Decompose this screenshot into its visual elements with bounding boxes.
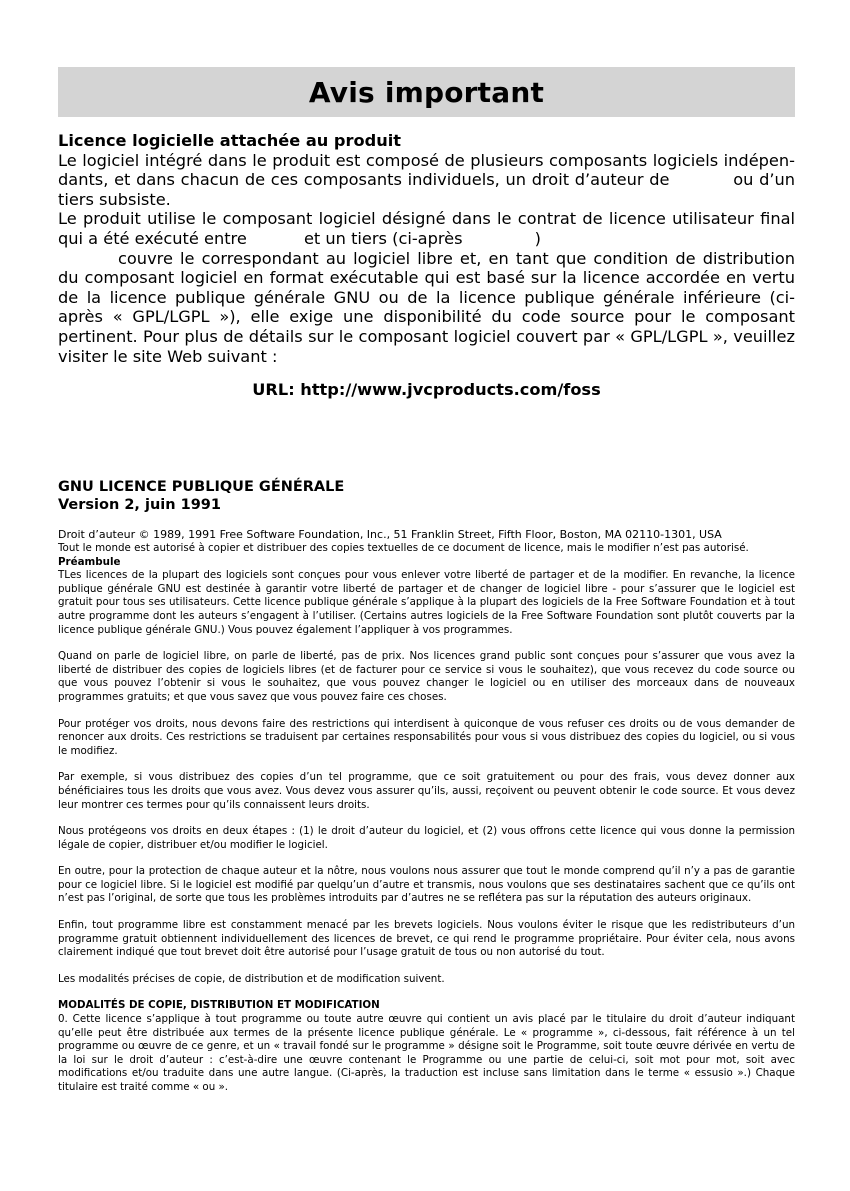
- terms-heading: MODALITÉS DE COPIE, DISTRIBUTION ET MODIFICATION: [58, 999, 380, 1012]
- gnu-title: GNU LICENCE PUBLIQUE GÉNÉRALE: [58, 479, 345, 495]
- page-title: Avis important: [308, 75, 545, 109]
- license-notice-paragraph-3: [58, 249, 795, 367]
- copyright-line: Droit d’auteur © 1989, 1991 Free Software Foundation, Inc., 51 Franklin Street, Fifth Floor, Boston, MA 02110-1301, USA: [58, 528, 722, 541]
- license-notice: [58, 131, 795, 366]
- p2-part-b: et un tiers (ci-après: [303, 228, 463, 248]
- preamble-paragraph: Nous protégeons vos droits en deux étapes : (1) le droit d’auteur du logiciel, et (2) vous offrons cette licence qui vous donne la permission légale de copier, distribuer et/ou modifier le logiciel.: [58, 825, 795, 851]
- p3-text: couvre le correspondant au logiciel libre et, en tant que condition de distribution du composant logiciel en format exécutable qui est basé sur la licence accordée en vertu de la licence publique générale GNU ou de la licence publique générale inférieure (ci-après « GPL/LGPL »), elle exige une disponibilité du code source pour le composant pertinent. Pour plus de détails sur le composant logiciel couvert par « GPL/LGPL », veuillez visiter le site Web suivant :: [58, 248, 795, 366]
- preamble-paragraph: Les modalités précises de copie, de distribution et de modification suivent.: [58, 972, 445, 985]
- preamble-paragraph: Enfin, tout programme libre est constamment menacé par les brevets logiciels. Nous voulons éviter le risque que les redistributeurs d’un programme gratuit obtiennent individuellement des licences de brevet, ce qui rend le programme propriétaire. Pour éviter cela, nous avons clairement indiqué que tout brevet doit être autorisé pour l’usage gratuit de tous ou non autorisé du tout.: [58, 919, 795, 959]
- license-notice-heading: Licence logicielle attachée au produit: [58, 131, 402, 150]
- gnu-version: Version 2, juin 1991: [58, 497, 221, 513]
- license-notice-paragraph-1: [58, 151, 795, 210]
- permission-line: Tout le monde est autorisé à copier et distribuer des copies textuelles de ce document de licence, mais le modifier n’est pas autorisé.: [58, 542, 749, 554]
- preamble-paragraph: Par exemple, si vous distribuez des copies d’un tel programme, que ce soit gratuitement ou pour des frais, vous devez donner aux bénéficiaires tous les droits que vous avez. Vous devez vous assurer qu’ils, aussi, reçoivent ou peuvent obtenir le code source. Et vous devez leur montrer ces termes pour qu’ils connaissent leurs droits.: [58, 771, 795, 811]
- license-notice-paragraph-2: [58, 209, 795, 248]
- foss-url: URL: http://www.jvcproducts.com/foss: [252, 380, 601, 399]
- terms-paragraph-0: 0. Cette licence s’applique à tout programme ou toute autre œuvre qui contient un avis placé par le titulaire du droit d’auteur indiquant qu’elle peut être distribuée aux termes de la présente licence publique générale. Le « programme », ci-dessous, fait référence à un tel programme ou œuvre de ce genre, et un « travail fondé sur le programme » désigne soit le Programme, soit toute œuvre dérivée en vertu de la loi sur le droit d’auteur : c’est-à-dire une œuvre contenant le Programme ou une partie de celui-ci, soit mot pour mot, soit avec modifications et/ou traduite dans une autre langue. (Ci-après, la traduction est incluse sans limitation dans le terme « essusio ».) Chaque titulaire est traité comme « ou ».: [58, 1013, 795, 1093]
- p1-part-a: Le logiciel intégré dans le produit est composé de plusieurs composants logiciels indépendants, et dans chacun de ces composants individuels, un droit d’auteur de: [58, 150, 795, 190]
- gnu-license-section: [58, 478, 795, 1093]
- preamble-paragraph: Pour protéger vos droits, nous devons faire des restrictions qui interdisent à quiconque de vous refuser ces droits ou de vous demander de renoncer aux droits. Ces restrictions se traduisent par certaines responsabilités pour vous si vous distribuez des copies du logiciel, ou si vous le modifiez.: [58, 717, 795, 757]
- preamble-paragraph: Quand on parle de logiciel libre, on parle de liberté, pas de prix. Nos licences grand public sont conçues pour s’assurer que vous avez la liberté de distribuer des copies de logiciels libres (et de facturer pour ce service si vous le souhaitez), que vous recevez du code source ou que vous pouvez l’obtenir si vous le souhaitez, que vous pouvez changer le logiciel ou en utiliser des morceaux dans de nouveaux programmes gratuits; et que vous savez que vous pouvez faire ces choses.: [58, 650, 795, 703]
- preamble-heading: Préambule: [58, 555, 121, 568]
- p2-part-c: ): [534, 228, 541, 248]
- preamble-paragraph: En outre, pour la protection de chaque auteur et la nôtre, nous voulons nous assurer que tout le monde comprend qu’il n’y a pas de garantie pour ce logiciel libre. Si le logiciel est modifié par quelqu’un d’autre et transmis, nous voulons que ses destinataires sachent que ce qu’ils ont n’est pas l’original, de sorte que tous les problèmes introduits par d’autres ne se reflétera pas sur la réputation des auteurs originaux.: [58, 865, 795, 905]
- p1-part-b: ou d’un tiers subsiste.: [58, 170, 796, 209]
- p2-part-a: Le produit utilise le composant logiciel désigné dans le contrat de licence utilisateur final qui a été exécuté entre: [58, 209, 795, 248]
- title-banner: [58, 67, 795, 117]
- gnu-body: [58, 528, 795, 1095]
- preamble-paragraph: TLes licences de la plupart des logiciels sont conçues pour vous enlever votre liberté de partager et de la modifier. En revanche, la licence publique générale GNU est destinée à garantir votre liberté de partager et de changer de logiciel libre - pour s’assurer que le logiciel est gratuit pour tous ses utilisateurs. Cette licence publique générale s’applique à la plupart des logiciels de la Free Software Foundation et à tout autre programme dont les auteurs s’engagent à l’utiliser. (Certains autres logiciels de la Free Software Foundation sont plutôt couverts par la licence publique générale GNU.) Vous pouvez également l’appliquer à vos programmes.: [58, 569, 795, 636]
